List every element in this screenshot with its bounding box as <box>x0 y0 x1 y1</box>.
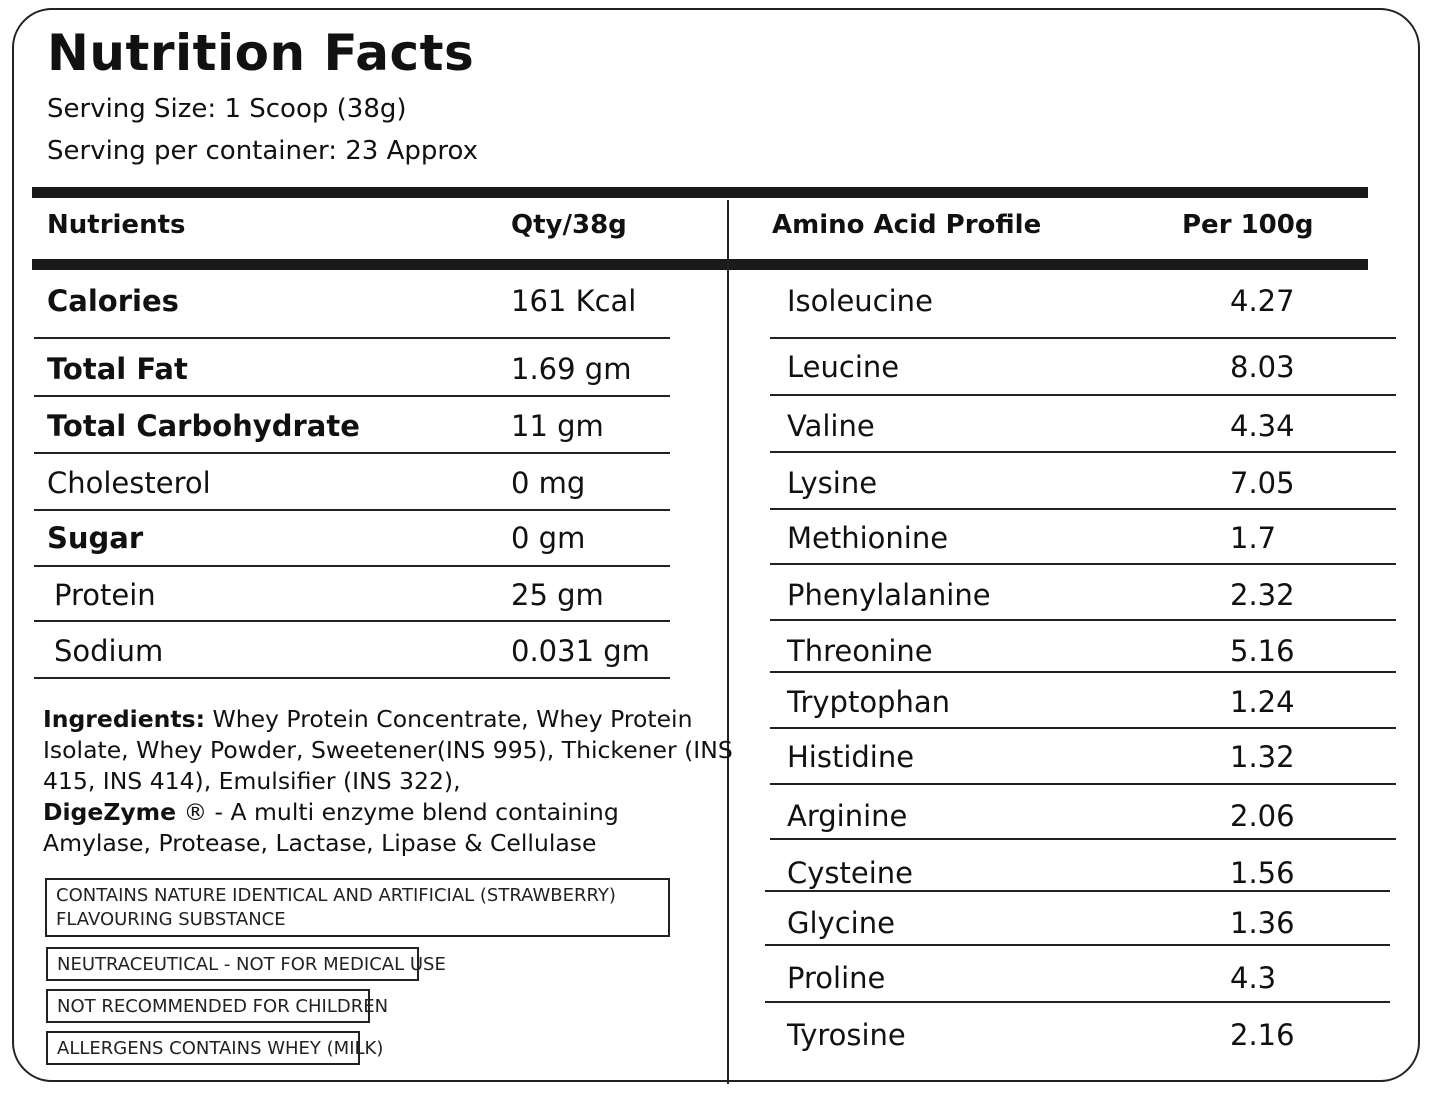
amino-value: 1.36 <box>1230 906 1295 940</box>
nutrient-qty: 0.031 gm <box>511 634 650 668</box>
nutrient-name: Total Fat <box>47 352 188 386</box>
amino-name: Lysine <box>787 466 878 500</box>
row-divider <box>34 395 670 397</box>
notice-neutraceutical: NEUTRACEUTICAL - NOT FOR MEDICAL USE <box>46 947 419 981</box>
amino-header: Amino Acid Profile <box>772 210 1042 240</box>
per100g-header: Per 100g <box>1182 210 1314 240</box>
row-divider <box>765 944 1390 946</box>
nutrient-name: Protein <box>54 578 156 612</box>
amino-name: Methionine <box>787 521 949 555</box>
row-divider <box>770 619 1396 621</box>
nutrient-name: Total Carbohydrate <box>47 409 360 443</box>
amino-value: 2.06 <box>1230 799 1295 833</box>
row-divider <box>770 727 1396 729</box>
row-divider <box>770 563 1396 565</box>
header-top-bar <box>32 187 1368 198</box>
nutrient-qty: 11 gm <box>511 409 604 443</box>
row-divider <box>765 1001 1390 1003</box>
row-divider <box>34 620 670 622</box>
nutrient-qty: 25 gm <box>511 578 604 612</box>
row-divider <box>34 677 670 679</box>
amino-name: Glycine <box>787 906 895 940</box>
amino-name: Valine <box>787 409 875 443</box>
notice-allergens: ALLERGENS CONTAINS WHEY (MILK) <box>46 1031 360 1065</box>
amino-value: 1.56 <box>1230 856 1295 890</box>
notice-flavouring: CONTAINS NATURE IDENTICAL AND ARTIFICIAL (STRAWBERRY) FLAVOURING SUBSTANCE <box>45 878 670 937</box>
amino-name: Histidine <box>787 740 915 774</box>
amino-name: Tryptophan <box>787 685 950 719</box>
header-bottom-bar <box>32 259 1368 270</box>
nutrient-qty: 0 mg <box>511 466 586 500</box>
nutrient-name: Sugar <box>47 521 144 555</box>
amino-value: 5.16 <box>1230 634 1295 668</box>
nutrient-name: Cholesterol <box>47 466 211 500</box>
nutrient-name: Sodium <box>54 634 164 668</box>
amino-name: Leucine <box>787 350 900 384</box>
ingredients-text <box>43 704 733 859</box>
amino-name: Proline <box>787 961 886 995</box>
row-divider <box>770 337 1396 339</box>
nutrient-qty: 0 gm <box>511 521 586 555</box>
servings-per-container: Serving per container: 23 Approx <box>47 136 479 166</box>
page-title: Nutrition Facts <box>47 24 475 82</box>
amino-value: 8.03 <box>1230 350 1295 384</box>
amino-name: Isoleucine <box>787 284 933 318</box>
nutrient-qty: 1.69 gm <box>511 352 632 386</box>
nutrients-header: Nutrients <box>47 210 186 240</box>
amino-name: Cysteine <box>787 856 914 890</box>
amino-name: Phenylalanine <box>787 578 991 612</box>
row-divider <box>34 565 670 567</box>
ingredients-label: Ingredients: <box>43 705 205 733</box>
ingredients-list: Whey Protein Concentrate, Whey Protein Isolate, Whey Powder, Sweetener(INS 995), Thickener (INS 415, INS 414), Emulsifier (INS 322), <box>43 705 733 795</box>
amino-name: Threonine <box>787 634 933 668</box>
nutrient-qty: 161 Kcal <box>511 284 637 318</box>
row-divider <box>34 337 670 339</box>
row-divider <box>770 838 1396 840</box>
amino-value: 1.24 <box>1230 685 1295 719</box>
notice-children: NOT RECOMMENDED FOR CHILDREN <box>46 989 370 1023</box>
amino-value: 2.32 <box>1230 578 1295 612</box>
row-divider <box>34 509 670 511</box>
amino-value: 1.32 <box>1230 740 1295 774</box>
amino-value: 1.7 <box>1230 521 1277 555</box>
amino-value: 2.16 <box>1230 1018 1295 1052</box>
amino-value: 4.34 <box>1230 409 1295 443</box>
row-divider <box>770 671 1396 673</box>
row-divider <box>770 508 1396 510</box>
serving-size: Serving Size: 1 Scoop (38g) <box>47 94 407 124</box>
digezyme-brand: DigeZyme <box>43 798 177 826</box>
column-divider <box>727 200 729 1084</box>
row-divider <box>34 452 670 454</box>
digezyme-description: ® - A multi enzyme blend containing Amylase, Protease, Lactase, Lipase & Cellulase <box>43 798 619 857</box>
amino-name: Tyrosine <box>787 1018 906 1052</box>
amino-value: 4.3 <box>1230 961 1277 995</box>
qty-header: Qty/38g <box>511 210 627 240</box>
row-divider <box>770 783 1396 785</box>
row-divider <box>770 451 1396 453</box>
nutrient-name: Calories <box>47 284 179 318</box>
amino-name: Arginine <box>787 799 908 833</box>
row-divider <box>765 890 1390 892</box>
row-divider <box>770 394 1396 396</box>
amino-value: 4.27 <box>1230 284 1295 318</box>
amino-value: 7.05 <box>1230 466 1295 500</box>
